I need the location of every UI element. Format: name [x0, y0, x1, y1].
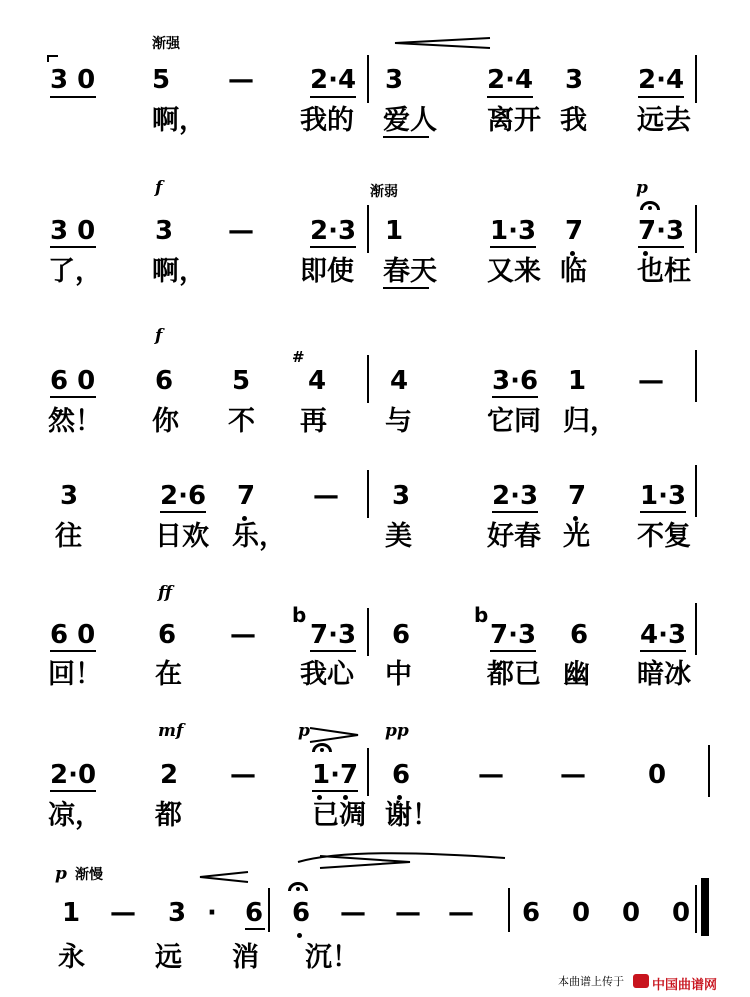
note: — — [395, 898, 421, 928]
note: 3 0 — [50, 216, 96, 246]
lyric: 我的 — [300, 105, 354, 136]
note: 7 — [237, 481, 256, 511]
dynamic-mark: 渐弱 — [370, 184, 398, 200]
lyric: 中 — [385, 659, 412, 690]
dynamic-mark: 渐强 — [152, 36, 180, 52]
lyric: 日欢 — [155, 521, 209, 552]
note: 6 — [392, 620, 411, 650]
note: 6 — [245, 898, 264, 928]
note: — — [228, 65, 254, 95]
lyric: 爱人 — [383, 105, 437, 136]
note: 2·3 — [310, 216, 357, 246]
lyric: 啊， — [152, 256, 206, 287]
note: 6 — [292, 898, 311, 928]
note: 7·3 — [638, 216, 685, 246]
crescendo-hairpin — [200, 872, 248, 882]
credit-text: 本曲谱上传于 — [558, 975, 624, 988]
lyric: 也枉 — [637, 256, 691, 287]
note: 3 — [168, 898, 187, 928]
lyric: 与 — [385, 406, 412, 437]
note: 6 0 — [50, 366, 96, 396]
lyric: 我心 — [300, 659, 354, 690]
crescendo-hairpin — [395, 38, 490, 48]
note: 3 — [392, 481, 411, 511]
lyric: 都 — [155, 800, 182, 831]
note: 1 — [62, 898, 81, 928]
site-logo-icon — [633, 974, 649, 988]
note: 6 — [155, 366, 174, 396]
dynamic-mark: p — [298, 721, 310, 741]
note: — — [228, 216, 254, 246]
note: 4 — [308, 366, 327, 396]
note: 3 — [155, 216, 174, 246]
lyric: 啊， — [152, 105, 206, 136]
flat-symbol: b — [474, 603, 489, 627]
note: 3 — [385, 65, 404, 95]
lyric: 离开 — [487, 105, 541, 136]
lyric: 都已 — [487, 659, 541, 690]
lyric: 远去 — [637, 105, 691, 136]
sharp-symbol: # — [292, 348, 305, 366]
note: 5 — [152, 65, 171, 95]
note: 2·4 — [638, 65, 685, 95]
decrescendo-hairpin — [320, 856, 410, 868]
note: 2·4 — [310, 65, 357, 95]
note: 6 0 — [50, 620, 96, 650]
note: 5 — [232, 366, 251, 396]
note: 2·0 — [50, 760, 97, 790]
note: — — [448, 898, 474, 928]
note: 2 — [160, 760, 179, 790]
flat-symbol: b — [292, 603, 307, 627]
lyric: 远 — [155, 942, 182, 973]
note: 6 — [570, 620, 589, 650]
lyric: 在 — [155, 659, 182, 690]
note: 0 — [622, 898, 641, 928]
note: 2·4 — [487, 65, 534, 95]
note: 1 — [385, 216, 404, 246]
note: 6 — [522, 898, 541, 928]
note: — — [638, 366, 664, 396]
lyric: 不 — [228, 406, 255, 437]
lyric: 光 — [563, 521, 590, 552]
dynamic-mark: f — [155, 326, 163, 346]
lyric: 了， — [48, 256, 102, 287]
dynamic-mark: p — [55, 864, 67, 884]
lyric: 美 — [385, 521, 412, 552]
note: — — [560, 760, 586, 790]
lyric: 回！ — [48, 659, 102, 690]
note: 7·3 — [310, 620, 357, 650]
dynamic-mark: f — [155, 178, 163, 198]
note: 3 0 — [50, 65, 96, 95]
lyric: 消 — [232, 942, 259, 973]
note: 1·3 — [490, 216, 537, 246]
lyric: 临 — [560, 256, 587, 287]
note: 0 — [648, 760, 667, 790]
fermata-dot — [320, 748, 324, 752]
lyric: 你 — [152, 406, 179, 437]
note: — — [478, 760, 504, 790]
lyric: 沉！ — [305, 942, 359, 973]
dynamic-mark: pp — [385, 721, 409, 741]
note: — — [340, 898, 366, 928]
lyric: 再 — [300, 406, 327, 437]
fermata-dot — [296, 887, 300, 891]
lyric: 我 — [560, 105, 587, 136]
note: · — [207, 898, 217, 928]
lyric: 不复 — [637, 521, 691, 552]
lyric: 又来 — [487, 256, 541, 287]
lyric: 春天 — [383, 256, 437, 287]
note: 6 — [158, 620, 177, 650]
lyric: 乐， — [232, 521, 286, 552]
note: 7 — [565, 216, 584, 246]
note: 1·3 — [640, 481, 687, 511]
note: — — [230, 760, 256, 790]
note: 3 — [565, 65, 584, 95]
lyric: 已凋 — [312, 800, 366, 831]
lyric: 谢！ — [385, 800, 439, 831]
note: 2·3 — [492, 481, 539, 511]
note: 0 — [572, 898, 591, 928]
fermata-dot — [648, 206, 652, 210]
note: 6 — [392, 760, 411, 790]
note: 4 — [390, 366, 409, 396]
note: 7 — [568, 481, 587, 511]
lyric: 永 — [58, 942, 85, 973]
note: 3·6 — [492, 366, 539, 396]
lyric: 暗冰 — [637, 659, 691, 690]
dynamic-mark: ff — [158, 583, 173, 603]
note: 1·7 — [312, 760, 359, 790]
lyric: 幽 — [563, 659, 590, 690]
note: 7·3 — [490, 620, 537, 650]
note: 4·3 — [640, 620, 687, 650]
tempo-mark: 渐慢 — [75, 867, 103, 883]
note: 0 — [672, 898, 691, 928]
lyric: 它同 — [487, 406, 541, 437]
note: — — [230, 620, 256, 650]
lyric: 往 — [55, 521, 82, 552]
lyric: 好春 — [487, 521, 541, 552]
note: 3 — [60, 481, 79, 511]
site-logo-text: 中国曲谱网 — [652, 978, 718, 993]
lyric: 即使 — [300, 256, 354, 287]
note: 1 — [568, 366, 587, 396]
note: — — [313, 481, 339, 511]
lyric: 然！ — [48, 406, 102, 437]
dynamic-mark: mf — [158, 721, 184, 741]
lyric: 凉， — [48, 800, 102, 831]
decrescendo-hairpin — [310, 728, 358, 742]
note: — — [110, 898, 136, 928]
lyric: 归， — [563, 406, 617, 437]
tie-mark — [48, 56, 58, 62]
dynamic-mark: p — [636, 178, 648, 198]
note: 2·6 — [160, 481, 207, 511]
